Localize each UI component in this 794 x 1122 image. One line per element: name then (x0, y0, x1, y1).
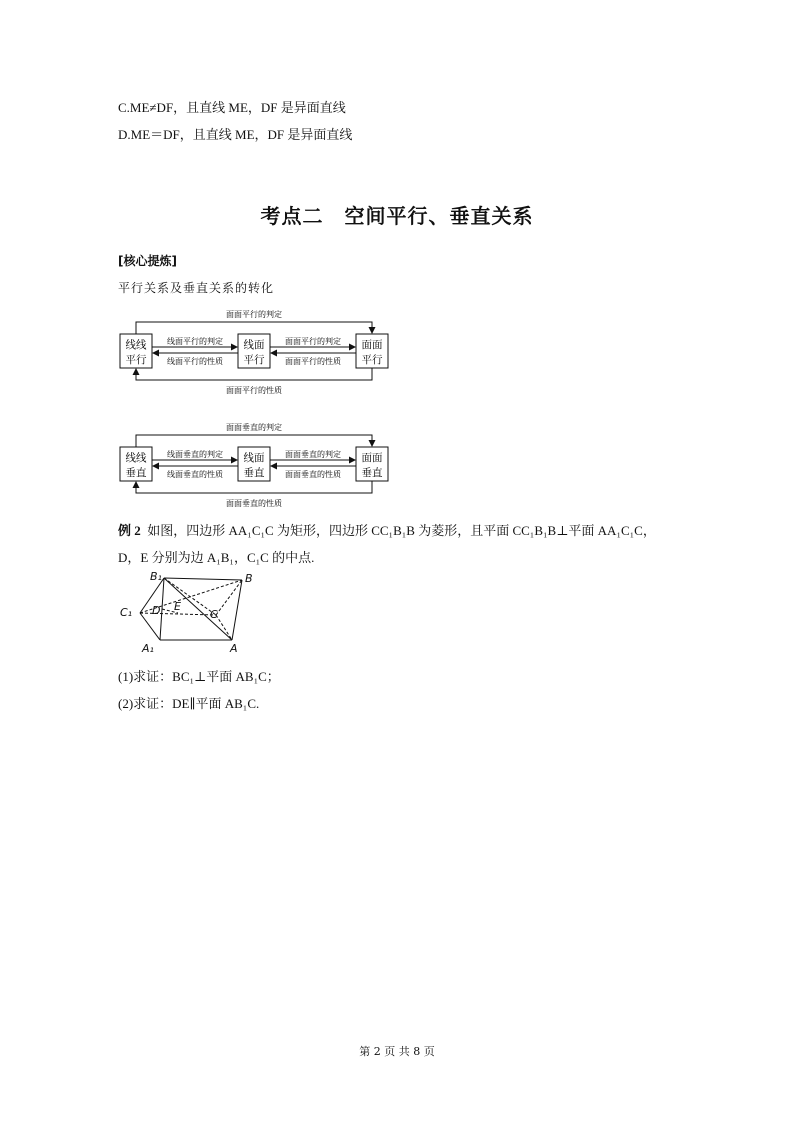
box-line-plane-bottom: 平行 (243, 354, 265, 366)
page-footer: 第 2 页 共 8 页 (359, 1045, 435, 1058)
question-2: (2)求证：DE∥平面 AB₁C. (118, 696, 260, 711)
left-left-label: 线面垂直的性质 (167, 470, 223, 479)
right-left-label: 面面平行的性质 (285, 357, 341, 366)
relation-intro: 平行关系及垂直关系的转化 (118, 281, 275, 295)
option-d: D.ME＝DF，且直线 ME，DF 是异面直线 (118, 127, 353, 142)
bottom-arrow-label: 面面垂直的性质 (226, 499, 282, 508)
box-line-line-bottom: 垂直 (125, 467, 147, 479)
prism-figure (112, 568, 262, 658)
box-line-line-bottom: 平行 (125, 354, 147, 366)
example-line1 (118, 520, 656, 539)
option-c: C.ME≠DF，且直线 ME，DF 是异面直线 (118, 100, 346, 115)
left-left-label: 线面平行的性质 (167, 357, 223, 366)
box-line-line-top: 线线 (125, 452, 147, 464)
perpendicular-relation-diagram (110, 413, 400, 513)
box-plane-plane-bottom: 平行 (361, 354, 383, 366)
label-a1: A₁ (142, 642, 154, 655)
box-line-plane-bottom: 垂直 (243, 467, 265, 479)
box-line-line-top: 线线 (125, 339, 147, 351)
right-right-label: 面面平行的判定 (285, 337, 341, 346)
label-b: B (245, 572, 253, 585)
example-text-1: 如图，四边形 AA₁C₁C 为矩形，四边形 CC₁B₁B 为菱形，且平面 CC₁B₁B⊥平面 AA₁C₁C， (147, 523, 656, 538)
label-a: A (230, 642, 238, 655)
example-text-2: D，E 分别为边 A₁B₁，C₁C 的中点. (118, 550, 315, 565)
label-e: E (174, 600, 181, 613)
example-label: 例 2 (118, 523, 141, 538)
box-plane-plane-top: 面面 (361, 339, 383, 351)
question-1: (1)求证：BC₁⊥平面 AB₁C； (118, 669, 280, 684)
top-arrow-label: 面面垂直的判定 (226, 423, 282, 432)
bottom-arrow-label: 面面平行的性质 (226, 386, 282, 395)
label-c: C (210, 608, 218, 621)
label-b1: B₁ (150, 570, 162, 583)
bottom-loop-arrow (136, 368, 372, 380)
left-right-label: 线面平行的判定 (167, 337, 223, 346)
top-loop-arrow (136, 322, 372, 334)
right-left-label: 面面垂直的性质 (285, 470, 341, 479)
right-right-label: 面面垂直的判定 (285, 450, 341, 459)
core-label: [核心提炼] (118, 254, 177, 268)
box-plane-plane-top: 面面 (361, 452, 383, 464)
label-c1: C₁ (120, 606, 133, 619)
parallel-relation-diagram (110, 300, 400, 400)
box-line-plane-top: 线面 (243, 452, 265, 464)
box-plane-plane-bottom: 垂直 (361, 467, 383, 479)
section-title: 考点二 空间平行、垂直关系 (260, 204, 534, 228)
top-arrow-label: 面面平行的判定 (226, 310, 282, 319)
bottom-loop-arrow (136, 481, 372, 493)
left-right-label: 线面垂直的判定 (167, 450, 223, 459)
box-line-plane-top: 线面 (243, 339, 265, 351)
top-loop-arrow (136, 435, 372, 447)
label-d: D (152, 604, 161, 617)
